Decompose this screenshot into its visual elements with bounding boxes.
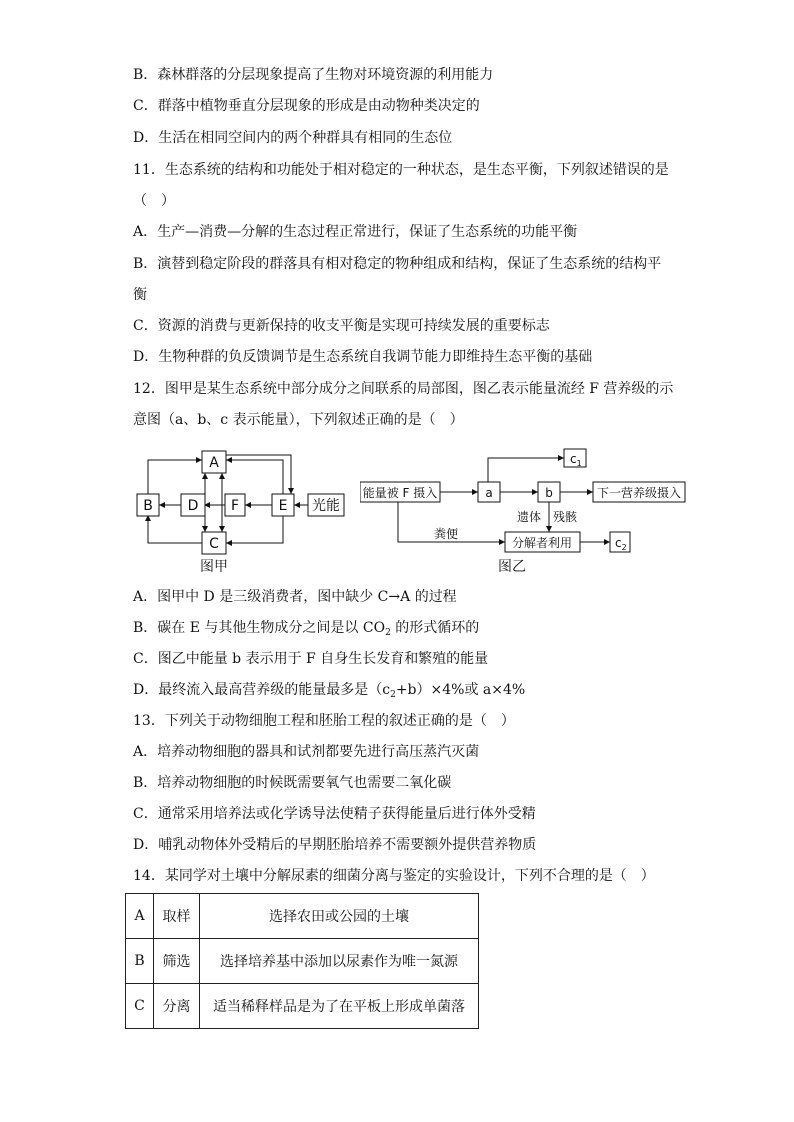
label-a-energy: a bbox=[485, 486, 493, 500]
table-row bbox=[126, 984, 479, 1029]
table-row bbox=[126, 939, 479, 984]
label-a: A bbox=[209, 455, 219, 471]
figure-a-diagram bbox=[132, 446, 352, 576]
figure-b-diagram bbox=[360, 446, 690, 576]
figure-a-caption: 图甲 bbox=[200, 559, 228, 575]
option-12a: A．图甲中 D 是三级消费者，图中缺少 C→A 的过程 bbox=[133, 589, 457, 605]
table-cell-desc: 选择农田或公园的土壤 bbox=[200, 894, 479, 939]
label-b: B bbox=[143, 498, 153, 514]
figure-b-caption: 图乙 bbox=[498, 559, 526, 575]
table-cell-desc: 适当稀释样品是为了在平板上形成单菌落 bbox=[200, 984, 479, 1029]
option-11b-cont: 衡 bbox=[133, 287, 147, 303]
label-light: 光能 bbox=[312, 498, 340, 514]
table-cell-desc: 选择培养基中添加以尿素作为唯一氮源 bbox=[200, 939, 479, 984]
label-c1: $c_1$ bbox=[570, 452, 582, 468]
question-12-stem-cont: 意图（a、b、c 表示能量），下列叙述正确的是（ ） bbox=[133, 412, 464, 428]
label-feces: 粪便 bbox=[434, 527, 459, 541]
label-b-energy: b bbox=[545, 486, 553, 500]
table-row bbox=[126, 894, 479, 939]
question-14-stem: 14．某同学对土壤中分解尿素的细菌分离与鉴定的实验设计，下列不合理的是（ ） bbox=[133, 868, 655, 884]
option-11b: B．演替到稳定阶段的群落具有相对稳定的物种组成和结构，保证了生态系统的结构平 bbox=[133, 256, 662, 272]
table-cell-letter: A bbox=[126, 894, 154, 939]
option-11d: D．生物种群的负反馈调节是生态系统自我调节能力即维持生态平衡的基础 bbox=[133, 349, 593, 365]
options-table bbox=[125, 893, 479, 1029]
option-12b: B．碳在 E 与其他生物成分之间是以 $CO_2$ 的形式循环的 bbox=[133, 620, 480, 638]
question-11-stem: 11．生态系统的结构和功能处于相对稳定的一种状态，是生态平衡，下列叙述错误的是 bbox=[133, 162, 669, 178]
option-10c: C．群落中植物垂直分层现象的形成是由动物种类决定的 bbox=[133, 98, 480, 114]
question-13-stem: 13．下列关于动物细胞工程和胚胎工程的叙述正确的是（ ） bbox=[133, 713, 515, 729]
table-cell-step: 取样 bbox=[154, 894, 200, 939]
label-c: C bbox=[209, 536, 219, 552]
option-13c: C．通常采用培养法或化学诱导法使精子获得能量后进行体外受精 bbox=[133, 806, 536, 822]
label-remains: 遗体 bbox=[517, 510, 542, 524]
question-12-stem: 12．图甲是某生态系统中部分成分之间联系的局部图，图乙表示能量流经 F 营养级的示 bbox=[133, 381, 674, 397]
label-decomposer: 分解者利用 bbox=[511, 536, 573, 550]
option-11a: A．生产—消费—分解的生态过程正常进行，保证了生态系统的功能平衡 bbox=[133, 224, 578, 240]
label-f: F bbox=[230, 498, 240, 514]
option-11c: C．资源的消费与更新保持的收支平衡是实现可持续发展的重要标志 bbox=[133, 318, 550, 334]
option-12d: D．最终流入最高营养级的能量最多是$(c_2+b)\times 4\%$或 a×4% bbox=[133, 682, 526, 700]
table-cell-letter: B bbox=[126, 939, 154, 984]
question-11-blank: （ ） bbox=[133, 193, 175, 209]
label-next-level: 下一营养级摄入 bbox=[596, 486, 682, 500]
option-13d: D．哺乳动物体外受精后的早期胚胎培养不需要额外提供营养物质 bbox=[133, 837, 537, 853]
table-cell-step: 筛选 bbox=[154, 939, 200, 984]
table-cell-step: 分离 bbox=[154, 984, 200, 1029]
label-d: D bbox=[187, 498, 199, 514]
label-c2: $c_2$ bbox=[615, 536, 627, 552]
option-10b: B．森林群落的分层现象提高了生物对环境资源的利用能力 bbox=[133, 67, 494, 83]
option-12c: C．图乙中能量 b 表示用于 F 自身生长发育和繁殖的能量 bbox=[133, 651, 489, 667]
option-10d: D．生活在相同空间内的两个种群具有相同的生态位 bbox=[133, 130, 453, 146]
label-residue: 残骸 bbox=[553, 510, 578, 524]
table-cell-letter: C bbox=[126, 984, 154, 1029]
label-intake: 能量被 F 摄入 bbox=[362, 486, 438, 500]
option-13a: A．培养动物细胞的器具和试剂都要先进行高压蒸汽灭菌 bbox=[133, 744, 480, 760]
label-e: E bbox=[278, 498, 288, 514]
option-13b: B．培养动物细胞的时候既需要氧气也需要二氧化碳 bbox=[133, 775, 452, 791]
